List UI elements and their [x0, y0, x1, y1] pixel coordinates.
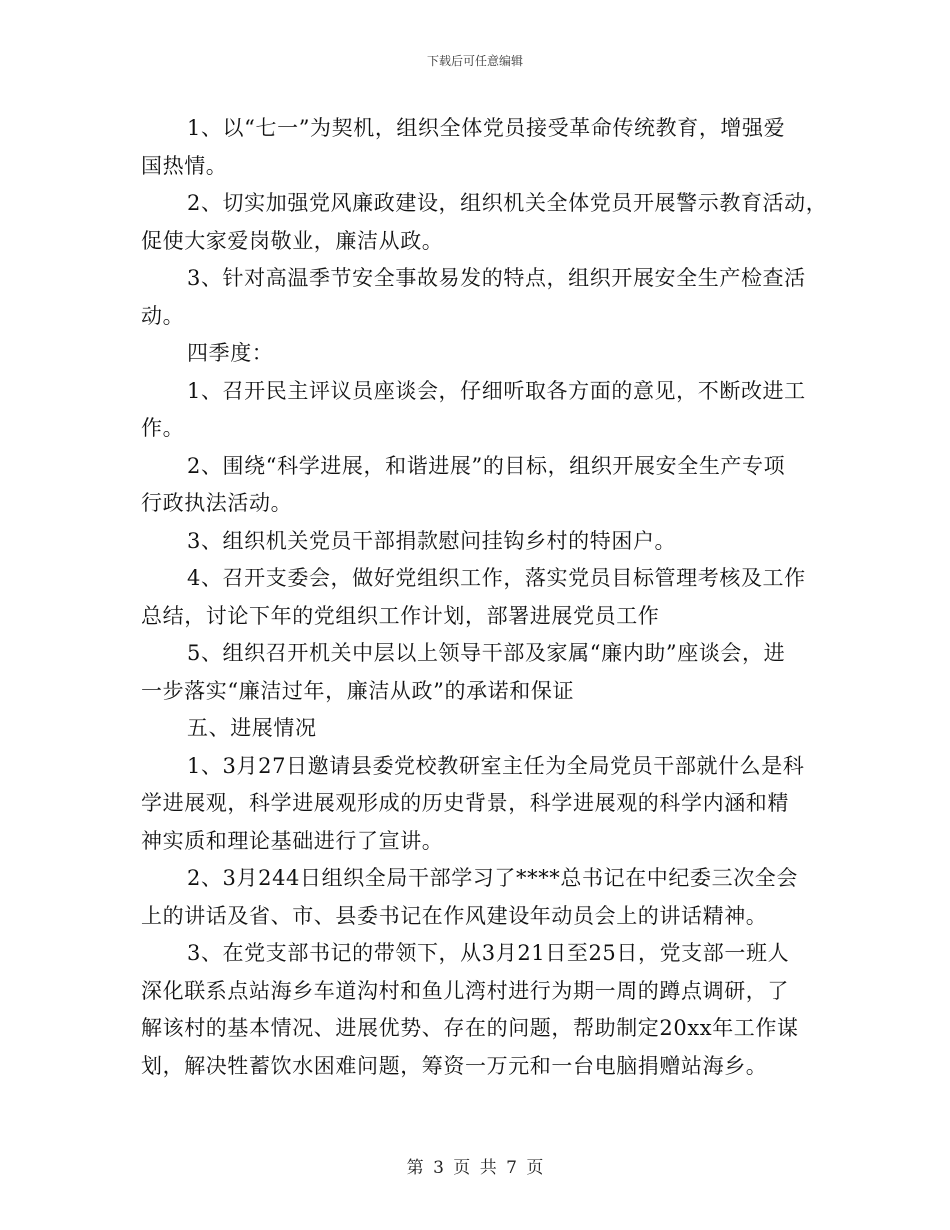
text-line: 1、以“七一”为契机，组织全体党员接受革命传统教育，增强爱 — [187, 116, 786, 140]
text-line: 2、切实加强党风廉政建设，组织机关全体党员开展警示教育活动， — [187, 191, 828, 215]
text-line: 上的讲话及省、市、县委书记在作风建设年动员会上的讲话精神。 — [141, 903, 768, 928]
text-line: 解该村的基本情况、进展优势、存在的问题，帮助制定20xx年工作谋 — [141, 1016, 799, 1040]
text-line: 国热情。 — [141, 153, 228, 178]
document-body — [141, 110, 828, 1085]
text-line: 促使大家爱岗敬业，廉洁从政。 — [141, 228, 444, 253]
text-line: 神实质和理论基础进行了宣讲。 — [141, 828, 444, 853]
page-footer: 第 3 页 共 7 页 — [406, 1158, 544, 1178]
text-line: 4、召开支委会，做好党组织工作，落实党员目标管理考核及工作 — [187, 566, 806, 590]
text-line: 3、针对高温季节安全事故易发的特点，组织开展安全生产检查活 — [187, 266, 806, 290]
text-line: 2、围绕“科学进展，和谐进展”的目标，组织开展安全生产专项 — [187, 453, 786, 478]
text-line: 3、在党支部书记的带领下，从3月21日至25日，党支部一班人 — [187, 941, 790, 965]
text-line: 2、3月244日组织全局干部学习了****总书记在中纪委三次全会 — [187, 866, 799, 890]
text-line: 行政执法活动。 — [141, 491, 293, 515]
text-line: 总结，讨论下年的党组织工作计划，部署进展党员工作 — [141, 603, 660, 628]
text-line: 作。 — [141, 416, 185, 440]
text-line: 学进展观，科学进展观形成的历史背景，科学进展观的科学内涵和精 — [141, 791, 789, 815]
text-line: 动。 — [141, 303, 185, 328]
text-line: 四季度： — [187, 341, 274, 365]
page-header: 下载后可任意编辑 — [426, 54, 523, 68]
text-line: 深化联系点站海乡车道沟村和鱼儿湾村进行为期一周的蹲点调研，了 — [141, 978, 789, 1003]
text-line: 五、进展情况 — [187, 716, 317, 740]
text-line: 一步落实“廉洁过年，廉洁从政”的承诺和保证 — [141, 678, 575, 703]
text-line: 划，解决牲蓄饮水困难问题，筹资一万元和一台电脑捐赠站海乡。 — [141, 1053, 768, 1078]
text-line: 1、召开民主评议员座谈会，仔细听取各方面的意见，不断改进工 — [187, 378, 806, 403]
text-line: 1、3月27日邀请县委党校教研室主任为全局党员干部就什么是科 — [187, 753, 805, 778]
text-line: 5、组织召开机关中层以上领导干部及家属“廉内助”座谈会，进 — [187, 641, 786, 665]
text-line: 3、组织机关党员干部捐款慰问挂钩乡村的特困户。 — [187, 528, 677, 553]
